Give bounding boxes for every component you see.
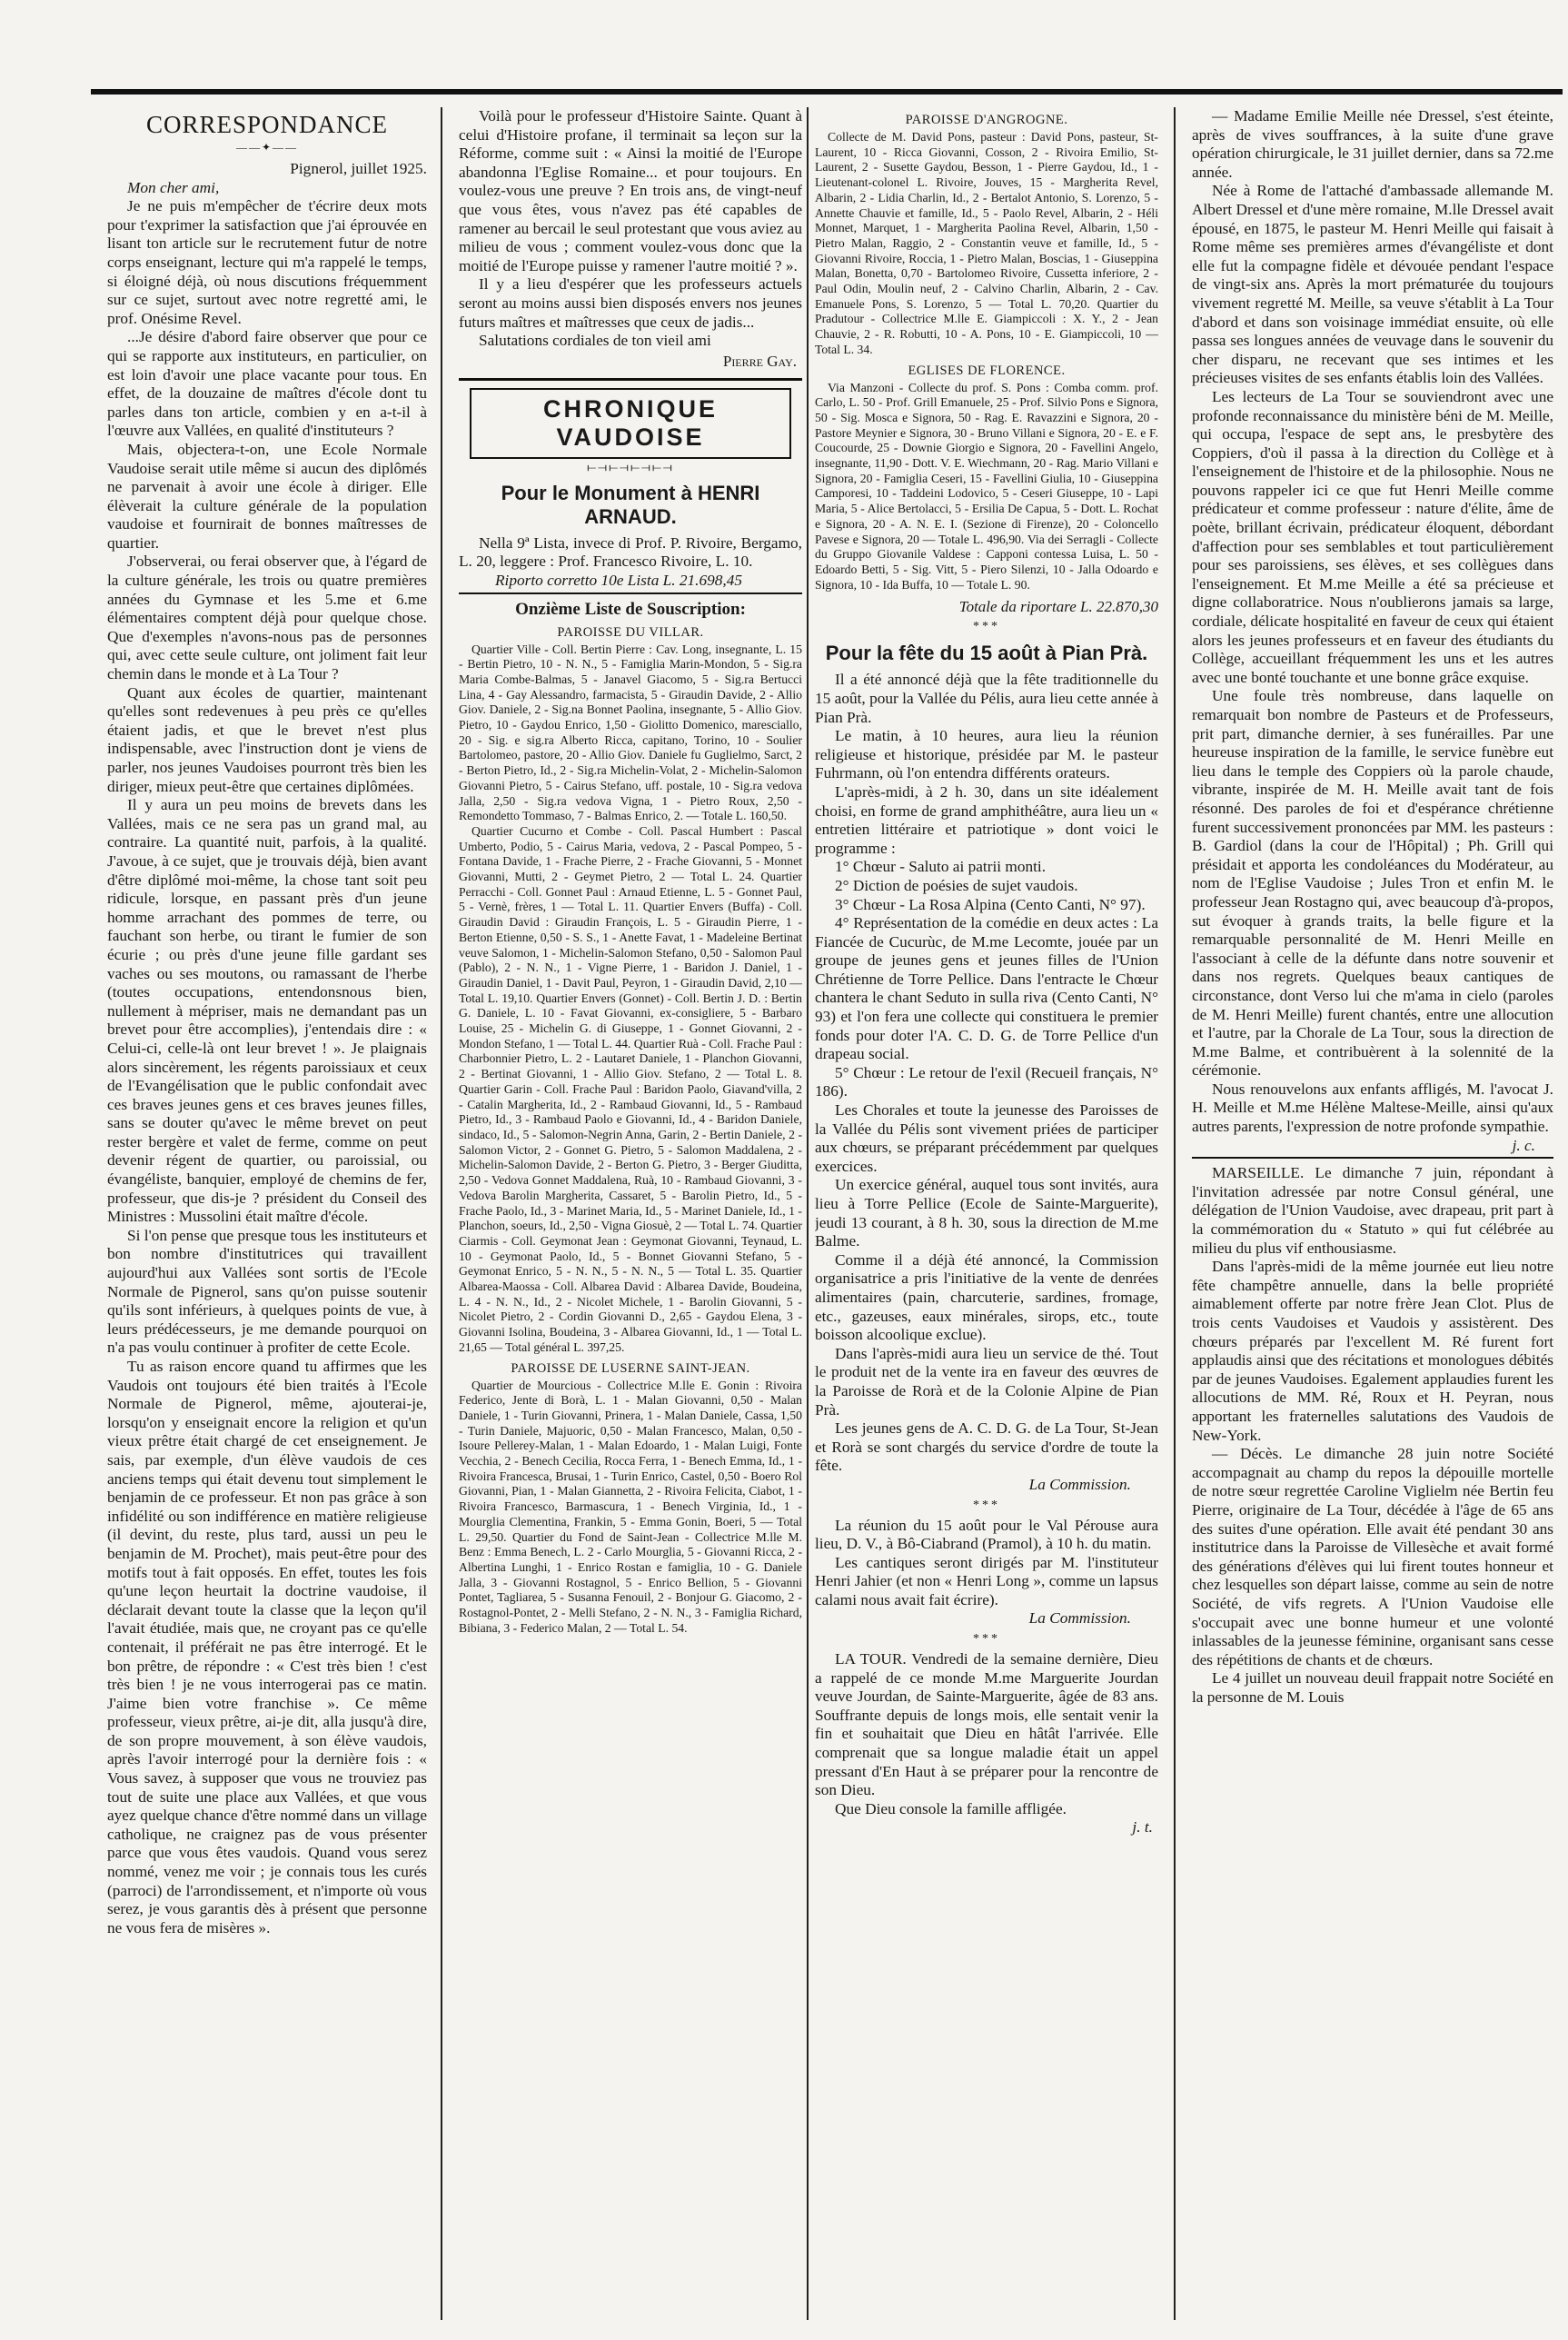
signature: La Commission.	[1028, 1609, 1131, 1628]
paragraph: — Madame Emilie Meille née Dressel, s'est éteinte, après de vives souffrances, à la suite d'une grave opération chirurgicale, le 31 juillet dernier, dans sa 72.me année.	[1192, 107, 1553, 181]
paragraph: Les lecteurs de La Tour se souviendront avec une profonde reconnaissance du ministère béni de M. Meille, qui occupa, l'espace de sept ans, le presbytère des Coppiers, d'où il passa à la direction du Collège et à l'enseignement de l'histoire et de la philosophie. Nous ne pouvons rappeler ici ce que fut Henri Meille comme prédicateur et comme professeur : nature d'élite, âme de poète, brillant écrivain, prédicateur éloquent, débordant d'affection pour ses semblables et tout particulièrement pour ses paroissiens, ses élèves, et ses collègues dans l'enseignement. Et M.me Meille a été sa précieuse et digne collaboratrice. Nous n'oublierons jamais sa large, cordiale, délicate hospitalité en faveur de ceux qui étaient alors les jeunes professeurs et en faveur des étudiants du Collège, accueillant fréquemment les uns et les autres avec une bonté touchante et une bonne grâce exquise.	[1192, 387, 1553, 686]
parish-title: PAROISSE D'ANGROGNE.	[905, 113, 1068, 127]
subscription-title: Onzième Liste de Souscription:	[515, 599, 746, 619]
section-title: CORRESPONDANCE	[145, 111, 389, 138]
paragraph: Salutations cordiales de ton vieil ami	[479, 332, 711, 350]
paragraph: Les Chorales et toute la jeunesse des Paroisses de la Vallée du Pélis sont vivement priées de participer aux chœurs, se préparant précédemment par quelques exercices.	[815, 1101, 1158, 1175]
ornament: ——✦——	[235, 141, 299, 154]
subscription-list: Quartier de Mourcious - Collectrice M.lle E. Gonin : Rivoira Federico, Jente di Borà, L. 1 - Malan Giovanni, 0,50 - Malan Daniele, 1 - Turin Giovanni, Prinera, 1 - Malan Daniele, Cassa, 1,50 - Turin Daniele, Majuoric, 0,50 - Malan Francesco, Malan, 0,50 - Isoure Pellerey-Malan, 1 - Malan Edoardo, 1 - Malan Luigi, Fonte Vecchia, 2 - Benech Cecilia, Rocca Ferra, 1 - Benech Emma, Id., 1 - Rivoira Francesca, Brusai, 1 - Turin Enrico, Castel, 0,50 - Boero Rol Giovanni, Pian, 1 - Malan Giannetta, 2 - Rivoira Felicita, Ciabot, 1 - Rivoira Francesco, Barmascura, 1 - Benech Virginia, Id., 1 - Mourglia Clementina, Frankin, 5 - Emma Gonin, Boeri, 5 — Total L. 29,50. Quartier du Fond de Saint-Jean - Collectrice M.lle M. Benz : Emma Benech, L. 2 - Carlo Mourglia, 5 - Giovanni Ricca, 2 - Albertina Lunghi, 1 - Enrico Rostan e famiglia, 10 - G. Daniele Jalla, 3 - Giovanni Rostagnol, 5 - Enrico Bellion, 5 - Giovanni Pontet, Tagliarea, 5 - Susanna Fenouil, 2 - Bonjour G. Giacomo, 2 - Rostagnol-Pontet, 2 - Melli Stefano, 2 - N. N., 3 - Famiglia Richard, Bibiana, 3 - Federico Malan, 2 — Total L. 54.	[459, 1378, 802, 1635]
paragraph: Tu as raison encore quand tu affirmes que les Vaudois ont toujours été bien traités à l'Ecole Normale de Pignerol, même, ajouterai-je, lorsqu'on y enseignait encore la religion et qu'un vieux prêtre était chargé de cet enseignement. Je sais, par exemple, d'un élève vaudois de ces anciens temps qui était devenu tout simplement le benjamin de ce professeur. Et non pas grâce à son infidélité ou son indifférence en matière religieuse (il devint, du reste, plus tard, aussi un peu le benjamin de M. Prochet), mais peut-être pour des motifs tout à fait opposés. En effet, toutes les fois qu'une leçon heurtait la doctrine vaudoise, il déclarait devant toute la classe que la leçon qu'il l'avait étudiée, mais que, ne croyant pas ce qu'elle contenait, il préférait ne pas être interrogé. Et le bon prêtre, de répondre : « C'est très bien ! c'est très bien ! je ne vous interrogerai pas ce matin. J'aime bien votre franchise ». Ce même professeur, vieux prêtre, ai-je dit, alla jusqu'à dire, de son propre mouvement, à son élève vaudois, après l'avoir interrogé pour la dernière fois : « Vous savez, à supposer que vous ne trouviez pas tout de suite une place aux Vallées, et que vous ayez quelque chance d'être nommé dans un village catholique, ne craignez pas de vous présenter parce que vous êtes vaudois. Quand vous serez nommé, venez me voir ; je connais tous les curés (parroci) de l'arrondissement, et n'importe où vous serez, je vous garantis dès à présent que personne ne vous fera de misères ».	[107, 1358, 427, 1937]
paragraph: Dans l'après-midi aura lieu un service de thé. Tout le produit net de la vente ira en faveur des œuvres de la Paroisse de Rorà et de la Colonie Alpine de Pian Prà.	[815, 1344, 1158, 1419]
programme-item: 1° Chœur - Saluto ai patrii monti.	[835, 858, 1047, 876]
salutation: Mon cher ami,	[127, 178, 220, 196]
paragraph: Si l'on pense que presque tous les instituteurs et bon nombre d'institutrices qui travaillent aujourd'hui aux Vallées sont sortis de l'Ecole Normale de Pignerol, sans qu'on puisse soutenir qu'ils sont inférieurs, à quelques points de vue, à leurs prédécesseurs, je me demande pourquoi on n'a pas voulu continuer à profiter de cette Ecole.	[107, 1226, 427, 1357]
separator-stars: ***	[973, 1632, 1000, 1647]
paragraph: Il y a lieu d'espérer que les professeurs actuels seront au moins aussi bien disposés envers nos jeunes futurs maîtres et maîtresses que ceux de jadis...	[459, 275, 802, 331]
divider	[459, 592, 802, 594]
total-carried: Totale da riportare L. 22.870,30	[958, 598, 1158, 616]
paragraph: Comme il a déjà été annoncé, la Commission organisatrice a pris l'initiative de la vente de denrées alimentaires (pain, charcuterie, sardines, fromage, etc., gazeuses, eaux minérales, sirops, etc., toute boisson alcoolique exclue).	[815, 1250, 1158, 1344]
subscription-list: Collecte de M. David Pons, pasteur : David Pons, pasteur, St-Laurent, 10 - Ricca Giovanni, Cosson, 2 - Rivoira Emilio, St-Laurent, 2 - Susette Gaydou, Besson, 1 - Pierre Gaydou, Id., 1 - Lieutenant-colonel L. Rivoire, Jouves, 15 - Margherita Revel, Albarin, 2 - Lidia Charlin, Id., 2 - Bertalot Antonio, S. Lorenzo, 5 - Annette Chauvie et famille, Id., 5 - Paolo Revel, Albarin, 2 - Héli Monnet, Marquet, 1 - Margherita Paolina Revel, Albarin, 1,50 - Pietro Malan, Raggio, 2 - Constantin veuve et famille, Id., 5 - Giovanni Rivoire, Roccia, 1 - Pietro Malan, Boscias, 1 - Giuseppina Malan, Bonetta, 0,70 - Bartolomeo Rivoire, Cussetta inferiore, 2 - Paul Odin, Moulin neuf, 2 - Calvino Charlin, Albarin, 2 - Cav. Emanuele Pons, S. Lorenzo, 5 — Total L. 70,20. Quartier du Pradutour - Collectrice M.lle E. Giampiccoli : X. Y., 2 - Jean Chauvie, 2 - R. Robutti, 10 - A. Pons, 10 - E. Giampiccoli, 10 — Total L. 34.	[815, 130, 1158, 356]
fete-title: Pour la fête du 15 août à Pian Prà.	[825, 642, 1148, 665]
column-rule	[807, 107, 809, 2320]
paragraph: Mais, objectera-t-on, une Ecole Normale Vaudoise serait utile même si aucun des diplômés ne parvenait à avoir une école à diriger. Elle élèverait la culture générale de la population vaudoise et fournirait de bonnes maîtresses de quartier.	[107, 440, 427, 552]
paragraph: Le matin, à 10 heures, aura lieu la réunion religieuse et historique, présidée par M. le pasteur Fuhrmann, où l'on entendra différents orateurs.	[815, 727, 1158, 782]
paragraph: Je ne puis m'empêcher de t'écrire deux mots pour t'exprimer la satisfaction que j'ai éprouvée en lisant ton article sur le recrutement futur de notre corps enseignant, lecture qui m'a rappelé le temps, si éloigné déjà, où nous discutions fréquemment sur ce sujet, surtout avec notre regretté ami, le prof. Onésime Revel.	[107, 197, 427, 327]
separator-stars: ***	[973, 1498, 1000, 1512]
paragraph: La réunion du 15 août pour le Val Pérouse aura lieu, D. V., à Bô-Ciabrand (Pramol), à 10 h. du matin.	[815, 1516, 1158, 1553]
initials: j. t.	[1132, 1818, 1153, 1837]
initials: j. c.	[1512, 1136, 1535, 1154]
paragraph: Le 4 juillet un nouveau deuil frappait notre Société en la personne de M. Louis	[1192, 1669, 1553, 1706]
column-correspondance	[107, 107, 427, 2320]
paragraph: J'observerai, ou ferai observer que, à l'égard de la culture générale, les trois ou quatre premières années du Gymnase et les 5.me et 6.me élémentaires comptent déjà pour quelque chose. Que d'exemples n'avons-nous pas de personnes qui, avec cette seule culture, ont joliment fait leur chemin dans le monde et à La Tour ?	[107, 553, 427, 683]
masthead-rule	[91, 89, 1563, 95]
paragraph: Un exercice général, auquel tous sont invités, aura lieu à Torre Pellice (Ecole de Sainte-Marguerite), jeudi 13 courant, à 8 h. 30, sous la direction de M.me Balme.	[815, 1176, 1158, 1250]
paragraph: LA TOUR. Vendredi de la semaine dernière, Dieu a rappelé de ce monde M.me Marguerite Jourdan veuve Jourdan, de Sainte-Marguerite, âgée de 83 ans. Souffrante depuis de longs mois, elle sentait venir la fin et souhaitait que Dieu en hâtât l'arrivée. Elle comprenait que sa longue maladie était un appel pressant d'En Haut à se préparer pour la rencontre de son Dieu.	[815, 1650, 1158, 1799]
column-necrology	[1192, 107, 1553, 2320]
ornament: ⟝⟞⟝⟞⟝⟞⟝⟞	[587, 460, 674, 473]
paragraph: Il a été annoncé déjà que la fête traditionnelle du 15 août, pour la Vallée du Pélis, aura lieu cette année à Pian Prà.	[815, 671, 1158, 726]
paragraph: Nous renouvelons aux enfants affligés, M. l'avocat J. H. Meille et M.me Hélène Maltese-Meille, ainsi qu'aux autres parents, l'expression de notre profonde sympathie.	[1192, 1080, 1553, 1136]
programme-item: 5° Chœur : Le retour de l'exil (Recueil français, N° 186).	[815, 1063, 1158, 1100]
paragraph: MARSEILLE. Le dimanche 7 juin, répondant à l'invitation adressée par notre Consul général, une délégation de l'Union Vaudoise, avec drapeau, prit part à la commémoration du « Statuto » qui fut célébrée au milieu du plus vif enthousiasme.	[1192, 1164, 1553, 1257]
subscription-list: Via Manzoni - Collecte du prof. S. Pons : Comba comm. prof. Carlo, L. 50 - Prof. Grill Emanuele, 25 - Prof. Silvio Pons e Signora, 50 - Sig. Mosca e Signora, 50 - Rag. E. Ravazzini e Signora, 20 - Pastore Meynier e Signora, 30 - Bruno Villani e Signora, 20 - E. e F. Coucourde, 25 - Downie Giorgio e Signora, 20 - Favellini Angelo, insegnante, 11,90 - Dott. V. E. Wiechmann, 20 - Rag. Mario Villani e Signora, 20 - Famiglia Ceseri, 15 - Favellini Giulia, 10 - Giuseppina Camporesi, 10 - Taddeini Lodovico, 5 - Ceseri Giuseppe, 10 - Lapi Maria, 5 - Alice Bertolacci, 5 - Ersilia De Capua, 5 - Dott. L. Rochat e Signora, 20 - A. N. E. I. (Sezione di Firenze), 20 - Coloncello Pavese e Signora, 20 — Totale L. 496,90. Via dei Serragli - Collecte du Gruppo Giovanile Valdese : Capponi contessa Luisa, L. 50 - Edoardo Betti, 5 - Sig. Vitt, 5 - Piero Silenzi, 10 - Jalla Odoardo e Signora, 10 - Ida Buffa, 10 — Totale L. 90.	[815, 380, 1158, 592]
paragraph: Nella 9ª Lista, invece di Prof. P. Rivoire, Bergamo, L. 20, leggere : Prof. Francesco Rivoire, L. 10.	[459, 533, 802, 571]
separator-stars: ***	[973, 620, 1000, 634]
signature: Pierre Gay.	[722, 352, 797, 370]
paragraph: Une foule très nombreuse, dans laquelle on remarquait bon nombre de Pasteurs et de Professeurs, prit part, dimanche dernier, à ses funérailles. Par une heureuse inspiration de la famille, le service funèbre eut lieu dans le temple des Coppiers où la parole chaude, vibrante, inspirée de M. H. Meille avait tant de fois résonné. Des paroles de foi et d'espérance chrétienne furent successivement prononcées par MM. les pasteurs : B. Gardiol (dans la cour de l'Hôpital) ; Ph. Grill qui présidait et apporta les condoléances du Modérateur, au nom de l'Eglise Vaudoise ; Jules Tron et enfin M. le professeur Jean Rostagno qui, avec beaucoup d'à-propos, sut évoquer à grands traits, la belle figure et la remarquable personnalité de M. Henri Meille en l'associant à celle de la défunte dans notre souvenir et dans nos regrets. Quelques beaux cantiques de circonstance, dont Verso lui che m'ama in cielo (paroles de M. Henri Meille) furent chantés, entre une allocution et l'autre, par la Chorale de La Tour, sous la direction de M.me Balme, et contribuèrent à la solennité de la cérémonie.	[1192, 687, 1553, 1080]
paragraph: Que Dieu console la famille affligée.	[835, 1799, 1067, 1817]
riporto-line: Riporto corretto 10e Lista L. 21.698,45	[495, 571, 743, 589]
programme-item: 3° Chœur - La Rosa Alpina (Cento Canti, N° 97).	[835, 895, 1146, 913]
subscription-list: Quartier Cucurno et Combe - Coll. Pascal Humbert : Pascal Umberto, Podio, 5 - Cairus Maria, vedova, 2 - Pascal Pompeo, 5 - Fontana Davide, 1 - Frache Pierre, 2 - Frache Giovanni, 5 - Monnet Giovanni, Mutti, 2 - Geymet Pietro, 2 — Total L. 24. Quartier Perracchi - Coll. Gonnet Paul : Arnaud Etienne, L. 5 - Gonnet Paul, 5 - Vernè, frères, 1 — Total L. 11. Quartier Envers (Buffa) - Coll. Giraudin David : Giraudin François, L. 5 - Giraudin Pierre, 1 - Berton Etienne, 0,50 - S. S., 1 - Anette Favat, 1 - Madeleine Bertinat veuve Salomon, 1 - Michelin-Salomon Stefano, 0,50 - Salomon Paul (Pablo), 2 - N. N., 1 - Vigne Pierre, 1 - Baridon J. Daniel, 1 - Giraudin Daniel, 1 - Davit Paul, Peyron, 1 - Giraudin David, 2,10 — Total L. 19,10. Quartier Envers (Gonnet) - Coll. Bertin J. D. : Bertin G. Daniele, L. 10 - Favat Giovanni, ex-consigliere, 5 - Barbaro Louise, 25 - Michelin G. di Giuseppe, 1 - Gonnet Giovanni, 2 - Mondon Stefano, 1 — Total L. 44. Quartier Ruà - Coll. Frache Paul : Charbonnier Pietro, L. 2 - Lautaret Daniele, 1 - Planchon Giovanni, 2 - Bertinat Giovanni, 1 - Allio Giov. Stefano, 2 — Total L. 8. Quartier Garin - Coll. Frache Paul : Baridon Paolo, Giavand'villa, 2 - Catalin Margherita, Id., 2 - Rambaud Giovanni, Id., 5 - Rambaud Pietro, Id., 3 - Rambaud Paolo e Giovanni, Id., 4 - Baridon Daniele, sindaco, Id., 5 - Salomon-Negrin Anna, Garin, 2 - Bertin Daniele, 2 - Salomon Victor, 2 - Gonnet G. Pietro, 5 - Salomon Maddalena, 2 - Michelin-Salomon Davide, 2 - Berton G. Pietro, 3 - Berger Giuditta, 2,50 - Vedova Gonnet Maddalena, Ruà, 10 - Rambaud Giovanni, 3 - Vedova Barolin Margherita, Cassaret, 5 - Barolin Pietro, Id., 5 - Frache Paolo, Id., 3 - Marinet Maria, Id., 5 - Marinet Daniele, Id., 1 - Planchon, soeurs, Id., 2,50 - Vigna Giosuè, 2 — Total L. 74. Quartier Ciarmis - Coll. Geymonat Jean : Geymonat Giovanni, Teynaud, L. 10 - Geymonat Paolo, Id., 5 - Bonnet Giovanni Stefano, 5 - Geymonat Enrico, 5 - N. N., 5 - N. N., 5 — Total L. 35. Quartier Albarea-Maossa - Coll. Albarea David : Albarea Davide, Boudeina, L. 4 - N. N., Id., 2 - Nicolet Michele, 1 - Barolin Giovanni, 5 - Nicolet Pietro, 2 - Cordin Giovanni D., 2,65 - Gaydou Elena, 3 - Giovanni Isolina, Boudeina, 3 - Albarea Giovanni, Id., 1 — Total L. 21,65 — Total général L. 397,25.	[459, 823, 802, 1354]
monument-title: Pour le Monument à HENRI ARNAUD.	[501, 481, 760, 528]
paragraph: Quant aux écoles de quartier, maintenant qu'elles sont redevenues à peu près ce qu'elles étaient jadis, et que le brevet n'est plus indispensable, avec l'instruction dont je viens de parler, nos jeunes Vaudoises pourront très bien les diriger, mieux peut-être que certaines diplômées.	[107, 683, 427, 795]
paragraph: Voilà pour le professeur d'Histoire Sainte. Quant à celui d'Histoire profane, il terminait sa leçon sur la Réforme, comme suit : « Ainsi la moitié de l'Europe abandonna l'Eglise Romaine... et pour toujours. En voulez-vous une preuve ? En trois ans, de vingt-neuf que vous êtes, vous n'avez pas été capables de ramener au bercail le seul protestant que vous aviez au milieu de vous ; comment voulez-vous donc que la moitié de l'Europe puisse y ramener l'autre moitié ? ».	[459, 107, 802, 274]
paragraph: L'après-midi, à 2 h. 30, dans un site idéalement choisi, en forme de grand amphithéâtre, aura lieu un « entretien littéraire et patriotique » dont voici le programme :	[815, 782, 1158, 857]
column-chronique	[459, 107, 802, 2320]
paragraph: Les cantiques seront dirigés par M. l'instituteur Henri Jahier (et non « Henri Long », comme un lapsus calami nous avait fait écrire).	[815, 1553, 1158, 1608]
signature: La Commission.	[1028, 1475, 1131, 1493]
paragraph: Les jeunes gens de A. C. D. G. de La Tour, St-Jean et Rorà se sont chargés du service d'ordre de toute la fête.	[815, 1419, 1158, 1475]
parish-title: EGLISES DE FLORENCE.	[908, 363, 1066, 378]
paragraph: — Décès. Le dimanche 28 juin notre Société accompagnait au champ du repos la dépouille mortelle de notre sœur regrettée Caroline Viglielm née Bertin feu Pierre, originaire de La Tour, décédée à l'âge de 65 ans des suites d'une opération. Elle avait été pendant 30 ans institutrice dans la Paroisse de Villesèche et avait formé des générations d'élèves qui lui firent toutes honneur et chez lesquelles son départ laisse, comme au sein de notre Société, de vifs regrets. A l'Union Vaudoise elle s'occupait avec une bonne humeur et une volonté inlassables de la jeunesse féminine, organisant sans cesse des répétitions de chants et de chœurs.	[1192, 1445, 1553, 1668]
parish-title: PAROISSE DE LUSERNE SAINT-JEAN.	[511, 1360, 750, 1376]
programme-item: 4° Représentation de la comédie en deux actes : La Fiancée de Cucurùc, de M.me Lecomte, jouée par un groupe de jeunes gens et jeunes filles de l'Union Chrétienne de Torre Pellice. Dans l'entracte le Chœur chantera le chant Seduto in sulla riva (Cento Canti, N° 93) et l'on fera une collecte qui constituera le premier fonds pour doter l'A. C. D. G. de Torre Pellice d'un drapeau social.	[815, 914, 1158, 1063]
programme-item: 2° Diction de poésies de sujet vaudois.	[835, 876, 1078, 894]
paragraph: Il y aura un peu moins de brevets dans les Vallées, mais ce ne sera pas un grand mal, au contraire. La quantité nuit, parfois, à la qualité. J'avoue, à ce sujet, que je trouvais déjà, bien avant d'être diplômé moi-même, la chose tant soit peu ridicule, lorsque, en passant près d'un jeune homme arrachant des pommes de terre, ou fauchant son herbe, ou tirant le fumier de son écurie ; ou près d'une jeune fille gardant ses vaches ou ses moutons, ou ramassant de l'herbe (toutes occupations, entendonsnous bien, nullement à mépriser, mais ne demandant pas un brevet pour être accomplies), j'entendais dire : « Celui-ci, celle-là ont leur brevet ! ». Je plaignais alors sincèrement, les régents paroissiaux et ceux de l'Evangélisation que le public confondait avec ces braves jeunes gens et ces braves jeunes filles, sans se douter qu'avec le même brevet on peut rester bergère et valet de ferme, comme on peut devenir régent de quartier, ou paroissial, ou évangéliste, banquier, employé de chemins de fer, professeur, que dis-je ? président du Conseil des Ministres : Mussolini était maître d'école.	[107, 796, 427, 1226]
paragraph: ...Je désire d'abord faire observer que pour ce qui se rapporte aux instituteurs, en particulier, on est loin d'avoir une place vacante pour tous. En effet, de la douzaine de maîtres d'école dont tu parles dans ton article, combien y en a-t-il à l'œuvre aux Vallées, en qualité d'instituteurs ?	[107, 328, 427, 440]
column-rule	[441, 107, 442, 2320]
divider	[459, 378, 802, 381]
column-fete	[815, 107, 1158, 2320]
dateline: Pignerol, juillet 1925.	[290, 160, 427, 177]
divider	[1192, 1157, 1553, 1159]
column-rule	[1174, 107, 1176, 2320]
subscription-list: Quartier Ville - Coll. Bertin Pierre : Cav. Long, insegnante, L. 15 - Bertin Pietro, 10 - N. N., 5 - Famiglia Marin-Mondon, 5 - Sig.ra Maria Combe-Balmas, 5 - Janavel Giacomo, 5 - Sig.ra Bertucci Lina, 4 - Gay Alessandro, farmacista, 5 - Giraudin Davide, 2 - Allio Giov. Daniele, 2 - Sig.na Bonnet Paolina, insegnante, 5 - Allio Giov. Pietro, 10 - Gaydou Enrico, 1,50 - Giolitto Domenico, maresciallo, 20 - Sig. e sig.ra Alberto Ricca, capitano, Torino, 10 - Soulier Bartolomeo, pastore, 20 - Allio Giov. Daniele fu Guglielmo, Sarct, 2 - Berton Pietro, Id., 2 - Sig.ra Michelin-Volat, 2 - Michelin-Salomon Giovanni Pietro, 5 - Cairus Stefano, uff. postale, 10 - Sig.ra vedova Jalla, 2,50 - Sig.ra vedova Vigna, 1 - Pietro Roux, 2,50 - Remondetto Tommaso, 7 - Balmas Enrico, 2. — Totale L. 160,50.	[459, 642, 802, 823]
parish-title: PAROISSE DU VILLAR.	[557, 624, 704, 640]
paragraph: Dans l'après-midi de la même journée eut lieu notre fête champêtre annuelle, dans la belle propriété aimablement offerte par notre frère Jean Clot. Plus de trois cents Vaudoises et Vaudois y assistèrent. Des chœurs préparés par l'excellent M. Ré furent fort applaudis ainsi que des récitations et monologues débités par de jeunes Vaudoises. Egalement applaudies furent les allocutions de MM. Ré, Roux et H. Peyran, nous apportant les fraternelles salutations des Vaudois de New-York.	[1192, 1258, 1553, 1444]
paragraph: Née à Rome de l'attaché d'ambassade allemande M. Albert Dressel et d'une mère romaine, M.lle Dressel avait épousé, en 1875, le pasteur M. Henri Meille qui faisait à Rome même ses premières armes d'évangéliste et dont elle fut la compagne fidèle et dévouée pendant l'espace de vingt-six ans. Après la mort prématurée du toujours vivement regretté M. Meille, sa veuve s'établit à La Tour d'abord et dans son voisinage immédiat ensuite, où elle passa ses longues années de veuvage dans le souvenir du cher disparu, ne recevant que ses intimes et les précieuses visites de ses enfants établis loin des Vallées.	[1192, 182, 1553, 387]
chronique-title: CHRONIQUE VAUDOISE	[470, 388, 791, 459]
